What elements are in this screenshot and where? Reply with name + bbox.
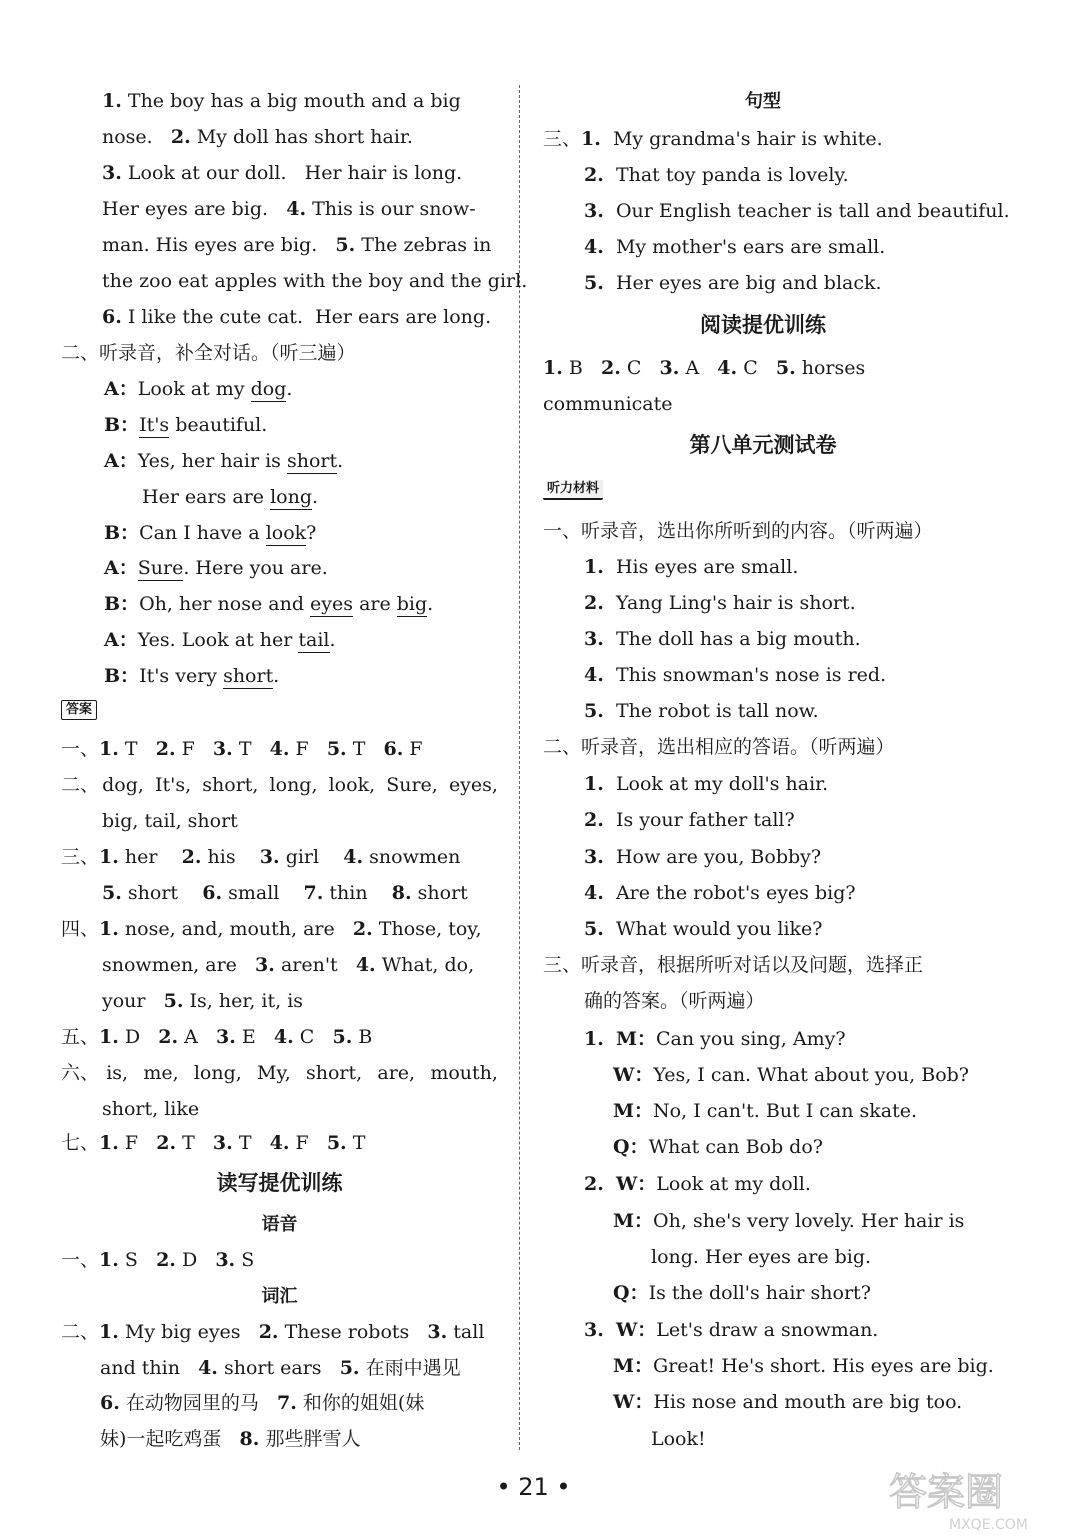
answer-line: 三、1. My grandma's hair is white. xyxy=(543,128,883,150)
dialog-line: 3. W：Let's draw a snowman. xyxy=(584,1319,879,1341)
answer-line: 2. That toy panda is lovely. xyxy=(584,164,849,186)
dialog-line: M：Oh, she's very lovely. Her hair is xyxy=(613,1210,965,1232)
dialog-line: Q：Is the doll's hair short? xyxy=(613,1282,871,1304)
answer-line: 4. Are the robot's eyes big? xyxy=(584,882,856,904)
answer-line: 3. How are you, Bobby? xyxy=(584,846,822,868)
svg-text:MXQE.COM: MXQE.COM xyxy=(949,1517,1028,1533)
dialog-line: W：His nose and mouth are big too. xyxy=(613,1391,963,1413)
answer-line: 一、1. T 2. F 3. T 4. F 5. T 6. F xyxy=(61,738,423,760)
section-heading: 一、听录音，选出你所听到的内容。（听两遍） xyxy=(543,520,933,542)
text-line: Her eyes are big. 4. This is our snow- xyxy=(102,198,476,220)
answer-line: 3. The doll has a big mouth. xyxy=(584,628,861,650)
answer-line: 二、 dog, It's, short, long, look, Sure, eyes, xyxy=(61,774,498,796)
subsection-title: 词汇 xyxy=(261,1286,298,1307)
answer-tag: 答案 xyxy=(61,700,97,720)
dialog-line: Look! xyxy=(651,1428,706,1450)
answer-line: 6. 在动物园里的马 7. 和你的姐姐(妹 xyxy=(100,1392,425,1414)
answer-line: communicate xyxy=(543,393,673,415)
answer-line: your 5. Is, her, it, is xyxy=(102,990,304,1012)
listening-tag: 听力材料 xyxy=(543,480,603,500)
subsection-title: 句型 xyxy=(745,91,781,112)
subsection-title: 语音 xyxy=(261,1214,298,1235)
answer-line: 1. B 2. C 3. A 4. C 5. horses xyxy=(543,357,866,379)
text-line: the zoo eat apples with the boy and the girl. xyxy=(102,270,528,292)
dialog-line: B：Oh, her nose and eyes are big. xyxy=(104,593,434,615)
page-number: • 21 • xyxy=(496,1473,571,1501)
section-title: 读写提优训练 xyxy=(216,1171,343,1195)
answer-line: 2. Yang Ling's hair is short. xyxy=(584,592,856,614)
dialog-line: A：Yes. Look at her tail. xyxy=(104,629,336,651)
answer-line: big, tail, short xyxy=(102,810,238,832)
dialog-line: Her ears are long. xyxy=(142,486,319,508)
text-line: 1. The boy has a big mouth and a big xyxy=(102,90,461,112)
answer-line: 1. Look at my doll's hair. xyxy=(584,773,829,795)
dialog-line: A：Sure. Here you are. xyxy=(104,557,328,579)
dialog-line: A：Yes, her hair is short. xyxy=(104,450,344,472)
section-heading: 二、听录音，选出相应的答语。（听两遍） xyxy=(543,736,895,758)
answer-line: and thin 4. short ears 5. 在雨中遇见 xyxy=(100,1357,461,1379)
answer-line: snowmen, are 3. aren't 4. What, do, xyxy=(102,954,475,976)
text-line: nose. 2. My doll has short hair. xyxy=(102,126,413,148)
answer-line: 一、1. S 2. D 3. S xyxy=(61,1249,255,1271)
answer-line: 5. The robot is tall now. xyxy=(584,700,819,722)
dialog-line: W：Yes, I can. What about you, Bob? xyxy=(613,1064,969,1086)
dialog-line: M：Great! He's short. His eyes are big. xyxy=(613,1355,994,1377)
answer-line: 妹)一起吃鸡蛋 8. 那些胖雪人 xyxy=(100,1428,361,1450)
watermark-logo xyxy=(879,1463,1049,1533)
dialog-line: B：It's beautiful. xyxy=(104,414,268,436)
answer-line: 1. His eyes are small. xyxy=(584,556,799,578)
answer-line: 2. Is your father tall? xyxy=(584,809,795,831)
dialog-line: B：Can I have a look? xyxy=(104,522,317,544)
answer-line: 5. short 6. small 7. thin 8. short xyxy=(102,882,468,904)
answer-line: short, like xyxy=(102,1098,200,1120)
dialog-line: 2. W：Look at my doll. xyxy=(584,1173,811,1195)
svg-text:答案圈: 答案圈 xyxy=(889,1470,1004,1514)
dialog-line: B：It's very short. xyxy=(104,665,280,687)
section-title: 阅读提优训练 xyxy=(700,313,826,337)
dialog-line: Q：What can Bob do? xyxy=(613,1136,823,1158)
answer-line: 3. Our English teacher is tall and beautiful. xyxy=(584,200,1010,222)
answer-line: 六、 is, me, long, My, short, are, mouth, xyxy=(61,1062,498,1084)
text-line: 3. Look at our doll. Her hair is long. xyxy=(102,162,463,184)
answer-line: 4. My mother's ears are small. xyxy=(584,236,886,258)
text-line: 6. I like the cute cat. Her ears are long. xyxy=(102,306,492,328)
dialog-line: A：Look at my dog. xyxy=(104,378,293,400)
section-heading: 三、听录音，根据所听对话以及问题，选择正 xyxy=(543,954,924,976)
answer-line: 二、1. My big eyes 2. These robots 3. tall xyxy=(61,1321,485,1343)
dialog-line: M：No, I can't. But I can skate. xyxy=(613,1100,918,1122)
answer-line: 5. What would you like? xyxy=(584,918,823,940)
text-line: man. His eyes are big. 5. The zebras in xyxy=(102,234,492,256)
answer-line: 5. Her eyes are big and black. xyxy=(584,272,882,294)
answer-line: 七、1. F 2. T 3. T 4. F 5. T xyxy=(61,1132,366,1154)
answer-line: 五、1. D 2. A 3. E 4. C 5. B xyxy=(61,1026,373,1048)
answer-line: 4. This snowman's nose is red. xyxy=(584,664,887,686)
section-heading: 二、听录音，补全对话。（听三遍） xyxy=(61,342,356,364)
answer-line: 四、1. nose, and, mouth, are 2. Those, toy, xyxy=(61,918,482,940)
dialog-line: 1. M：Can you sing, Amy? xyxy=(584,1028,846,1050)
section-title: 第八单元测试卷 xyxy=(689,433,837,457)
answer-line: 三、1. her 2. his 3. girl 4. snowmen xyxy=(61,846,461,868)
section-heading: 确的答案。（听两遍） xyxy=(584,990,765,1012)
dialog-line: long. Her eyes are big. xyxy=(651,1246,872,1268)
